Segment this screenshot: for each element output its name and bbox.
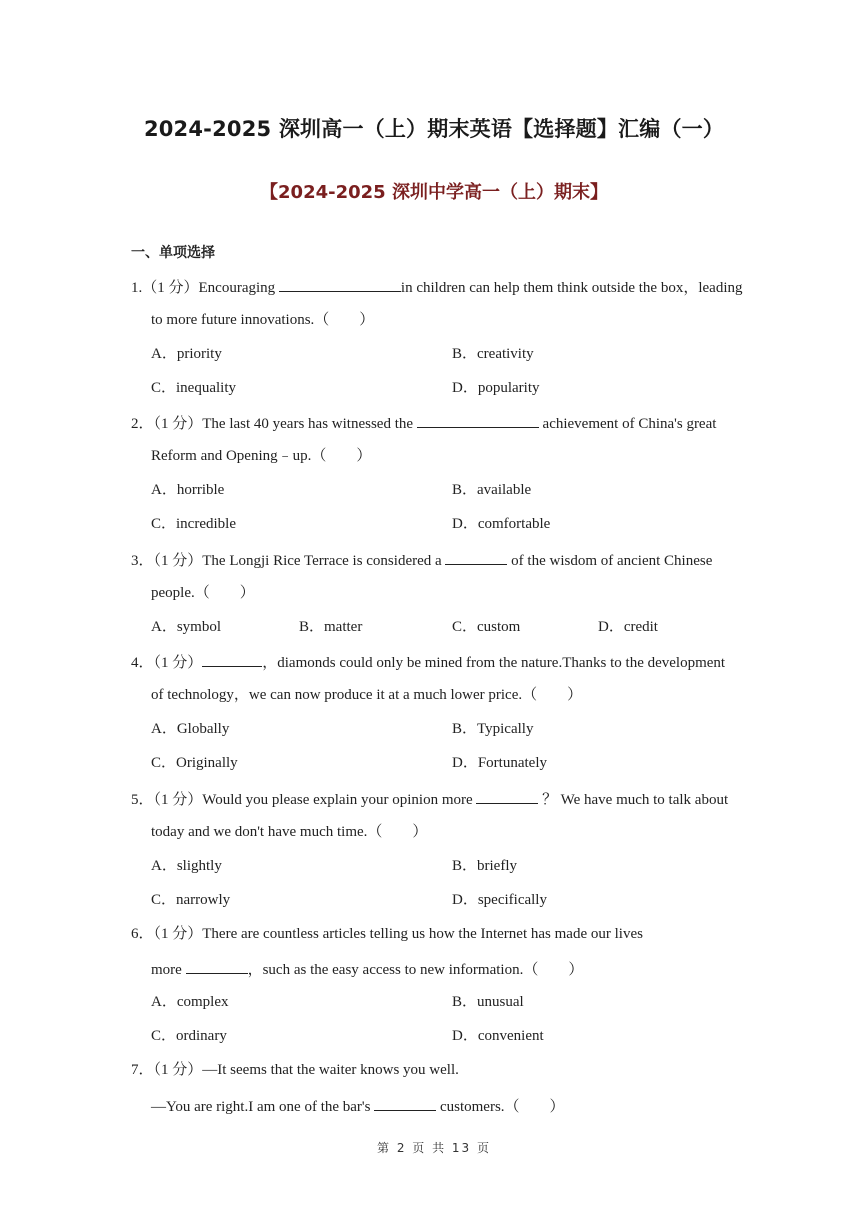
exam-subtitle: 【2024-2025 深圳中学高一（上）期末】 [260,182,608,203]
question-4-option-a: A．Globally [151,721,230,737]
answer-blank [445,549,507,565]
question-3-option-d: D．credit [598,619,658,635]
answer-blank [279,276,401,292]
question-2-line-2: Reform and Opening﹣up.（ ） [151,448,372,464]
question-1-option-d: D．popularity [452,380,540,396]
question-6-option-c: C．ordinary [151,1028,227,1044]
question-1-option-a: A．priority [151,346,222,362]
question-5-line-2: today and we don't have much time.（ ） [151,824,428,840]
question-7-line-1: 7．（1 分）—It seems that the waiter knows you well. [131,1062,459,1078]
question-6-line-2: more ，such as the easy access to new information.（ ） [151,958,737,980]
question-3-option-b: B．matter [299,619,363,635]
document-title: 2024-2025 深圳高一（上）期末英语【选择题】汇编（一） [143,117,725,141]
question-2-option-b: B．available [452,482,532,498]
question-1-option-b: B．creativity [452,346,534,362]
question-5-option-a: A．slightly [151,858,222,874]
answer-blank [417,412,539,428]
question-3-line-1: 3．（1 分）The Longji Rice Terrace is considered a of the wisdom of ancient Chinese [131,549,737,571]
question-1-line-2: to more future innovations.（ ） [151,312,375,328]
answer-blank [476,788,538,804]
question-6-option-b: B．unusual [452,994,524,1010]
question-5-option-d: D．specifically [452,892,547,908]
answer-blank [374,1095,436,1111]
question-4-line-2: of technology，we can now produce it at a much lower price.（ ） [151,687,583,703]
question-4-option-d: D．Fortunately [452,755,547,771]
question-2-line-1: 2．（1 分）The last 40 years has witnessed the achievement of China's great [131,412,737,434]
answer-blank [202,651,262,667]
section-heading: 一、单项选择 [131,245,215,261]
question-1-option-c: C．inequality [151,380,236,396]
page-number-footer: 第 2 页 共 13 页 [377,1141,491,1155]
question-4-line-1: 4．（1 分） ，diamonds could only be mined from the nature.Thanks to the development [131,651,737,673]
question-2-option-d: D．comfortable [452,516,551,532]
question-4-option-b: B．Typically [452,721,534,737]
question-7-line-2: —You are right.I am one of the bar's customers.（ ） [151,1095,737,1117]
question-6-option-d: D．convenient [452,1028,544,1044]
question-6-option-a: A．complex [151,994,229,1010]
question-2-option-c: C．incredible [151,516,236,532]
question-5-line-1: 5．（1 分）Would you please explain your opinion more ？ We have much to talk about [131,788,737,810]
question-6-line-1: 6．（1 分）There are countless articles telling us how the Internet has made our lives [131,926,643,942]
question-3-line-2: people.（ ） [151,585,255,601]
question-5-option-c: C．narrowly [151,892,231,908]
question-1-line-1: 1.（1 分）Encouraging in children can help them think outside the box，leading [131,276,737,298]
question-4-option-c: C．Originally [151,755,238,771]
question-5-option-b: B．briefly [452,858,517,874]
answer-blank [186,958,248,974]
question-3-option-a: A．symbol [151,619,222,635]
question-3-option-c: C．custom [452,619,521,635]
question-2-option-a: A．horrible [151,482,225,498]
